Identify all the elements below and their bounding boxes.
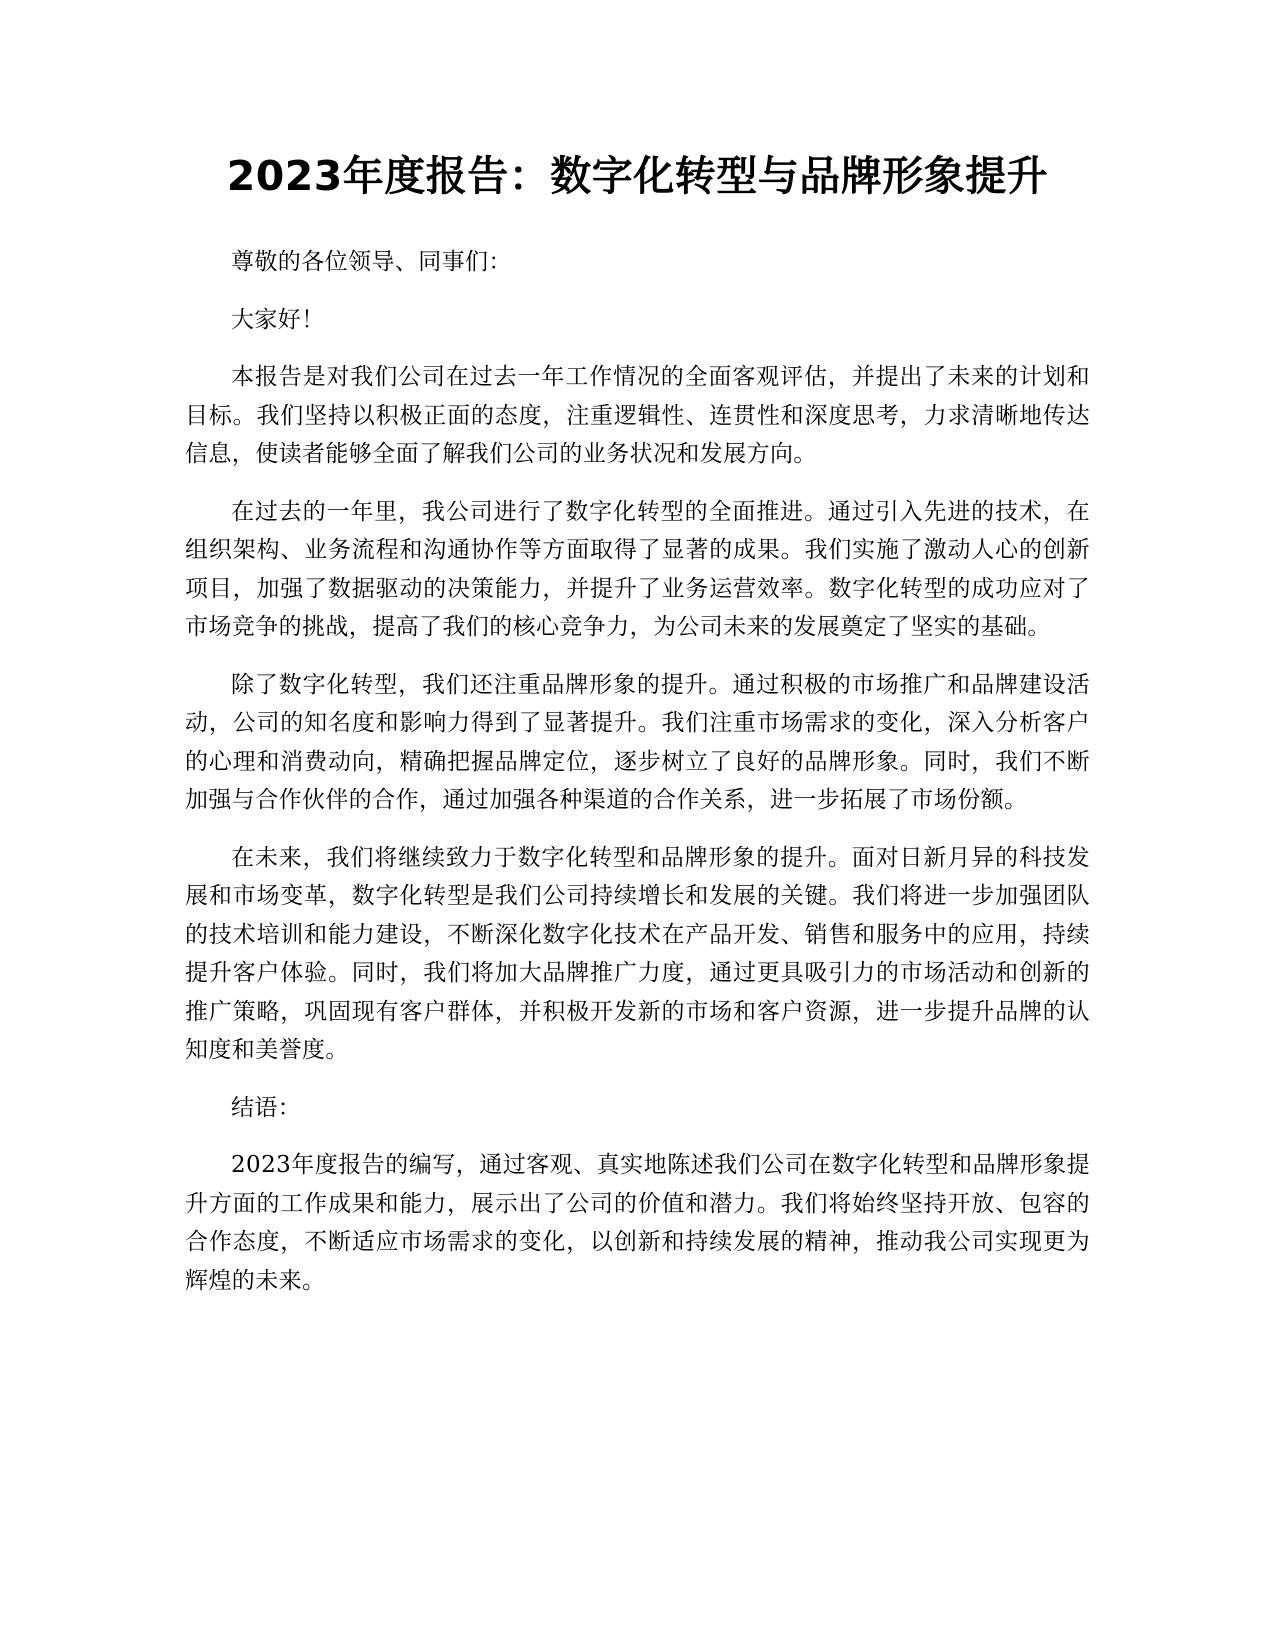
intro-paragraph: 本报告是对我们公司在过去一年工作情况的全面客观评估，并提出了未来的计划和目标。我们坚持以积极正面的态度，注重逻辑性、连贯性和深度思考，力求清晰地传达信息，使读者能够全面了解我们公司的业务状况和发展方向。	[185, 364, 1090, 467]
document-title: 2023年度报告：数字化转型与品牌形象提升	[226, 152, 1049, 200]
conclusion-paragraph: 2023年度报告的编写，通过客观、真实地陈述我们公司在数字化转型和品牌形象提升方面的工作成果和能力，展示出了公司的价值和潜力。我们将始终坚持开放、包容的合作态度，不断适应市场需求的变化，以创新和持续发展的精神，推动我公司实现更为辉煌的未来。	[185, 1152, 1090, 1294]
brand-image-paragraph: 除了数字化转型，我们还注重品牌形象的提升。通过积极的市场推广和品牌建设活动，公司的知名度和影响力得到了显著提升。我们注重市场需求的变化，深入分析客户的心理和消费动向，精确把握品牌定位，逐步树立了良好的品牌形象。同时，我们不断加强与合作伙伴的合作，通过加强各种渠道的合作关系，进一步拓展了市场份额。	[185, 671, 1090, 813]
salutation-paragraph: 尊敬的各位领导、同事们：	[231, 249, 512, 275]
future-plan-paragraph: 在未来，我们将继续致力于数字化转型和品牌形象的提升。面对日新月异的科技发展和市场变革，数字化转型是我们公司持续增长和发展的关键。我们将进一步加强团队的技术培训和能力建设，不断深化数字化技术在产品开发、销售和服务中的应用，持续提升客户体验。同时，我们将加大品牌推广力度，通过更具吸引力的市场活动和创新的推广策略，巩固现有客户群体，并积极开发新的市场和客户资源，进一步提升品牌的认知度和美誉度。	[185, 844, 1090, 1063]
digital-transformation-paragraph: 在过去的一年里，我公司进行了数字化转型的全面推进。通过引入先进的技术，在组织架构、业务流程和沟通协作等方面取得了显著的成果。我们实施了激动人心的创新项目，加强了数据驱动的决策能力，并提升了业务运营效率。数字化转型的成功应对了市场竞争的挑战，提高了我们的核心竞争力，为公司未来的发展奠定了坚实的基础。	[185, 498, 1090, 640]
document-body	[185, 243, 1090, 1319]
greeting-paragraph: 大家好！	[231, 306, 325, 333]
conclusion-heading: 结语：	[231, 1094, 302, 1121]
